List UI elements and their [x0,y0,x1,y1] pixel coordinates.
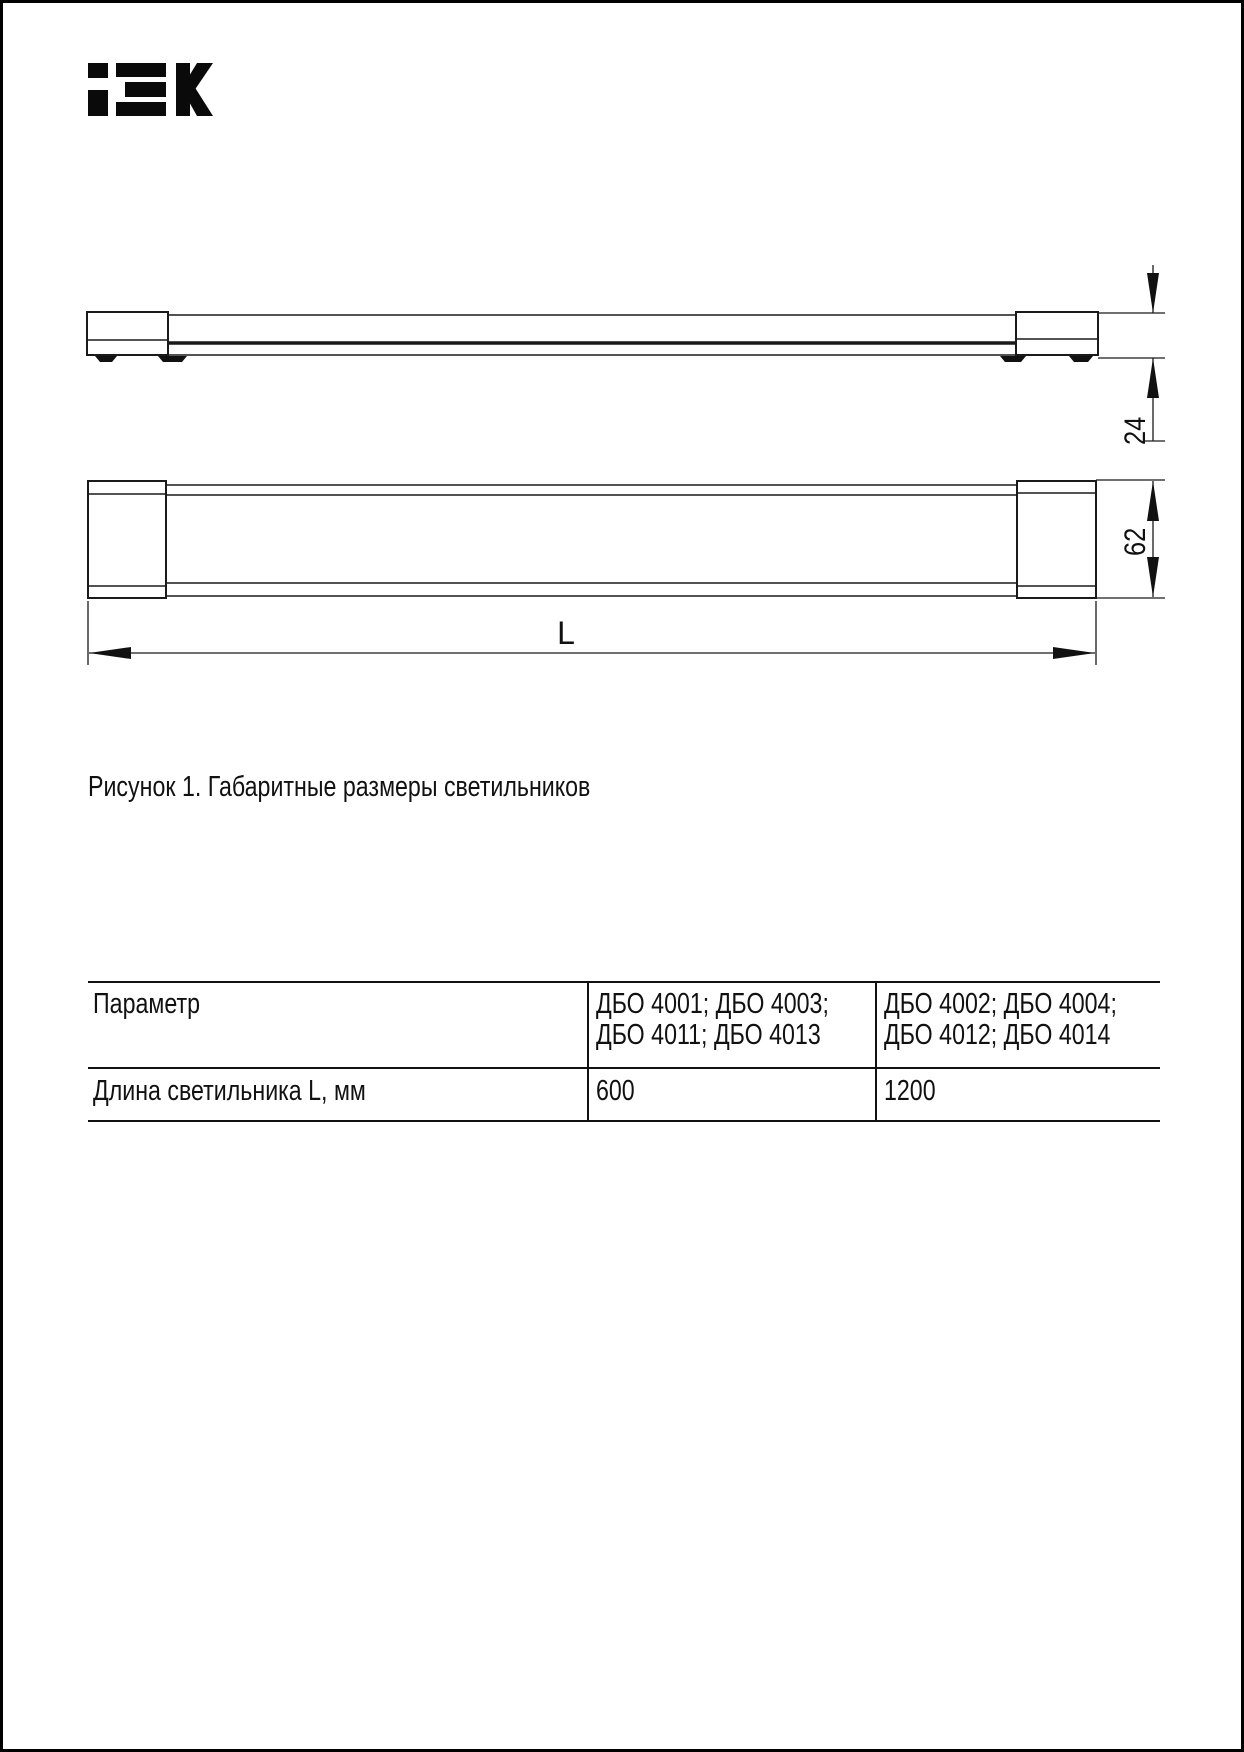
front-view-drawing [88,481,1096,598]
header-parameter-text: Параметр [93,988,200,1020]
cell-length-600 [588,1068,876,1121]
side-view-drawing [87,312,1098,362]
dimension-length [88,601,1096,665]
cell-length-parameter [88,1068,588,1121]
header-models-600-line1: ДБО 4001; ДБО 4003; [596,988,829,1020]
length-1200-text: 1200 [884,1075,936,1107]
dim-24-label: 24 [1118,416,1152,445]
dimension-24 [1098,265,1165,445]
header-models-600-line2: ДБО 4011; ДБО 4013 [596,1019,821,1051]
mounting-feet [95,356,1093,362]
dim-length-label: L [557,615,575,651]
figure-caption-text: Рисунок 1. Габаритные размеры светильников [88,771,591,803]
table-header-row [88,982,1160,1068]
header-cell-models-1200 [876,982,1160,1068]
dimension-62 [1096,480,1165,598]
header-cell-models-600 [588,982,876,1068]
length-600-text: 600 [596,1075,635,1107]
header-cell-parameter [88,982,588,1068]
length-parameter-text: Длина светильника L, мм [93,1075,366,1107]
figure-caption [88,771,716,803]
figure-drawing [3,3,1244,723]
table-row [88,1068,1160,1121]
cell-length-1200 [876,1068,1160,1121]
dim-62-label: 62 [1118,527,1152,556]
header-models-1200-line1: ДБО 4002; ДБО 4004; [884,988,1117,1020]
spec-table [88,981,1160,1122]
header-models-1200-line2: ДБО 4012; ДБО 4014 [884,1019,1111,1051]
